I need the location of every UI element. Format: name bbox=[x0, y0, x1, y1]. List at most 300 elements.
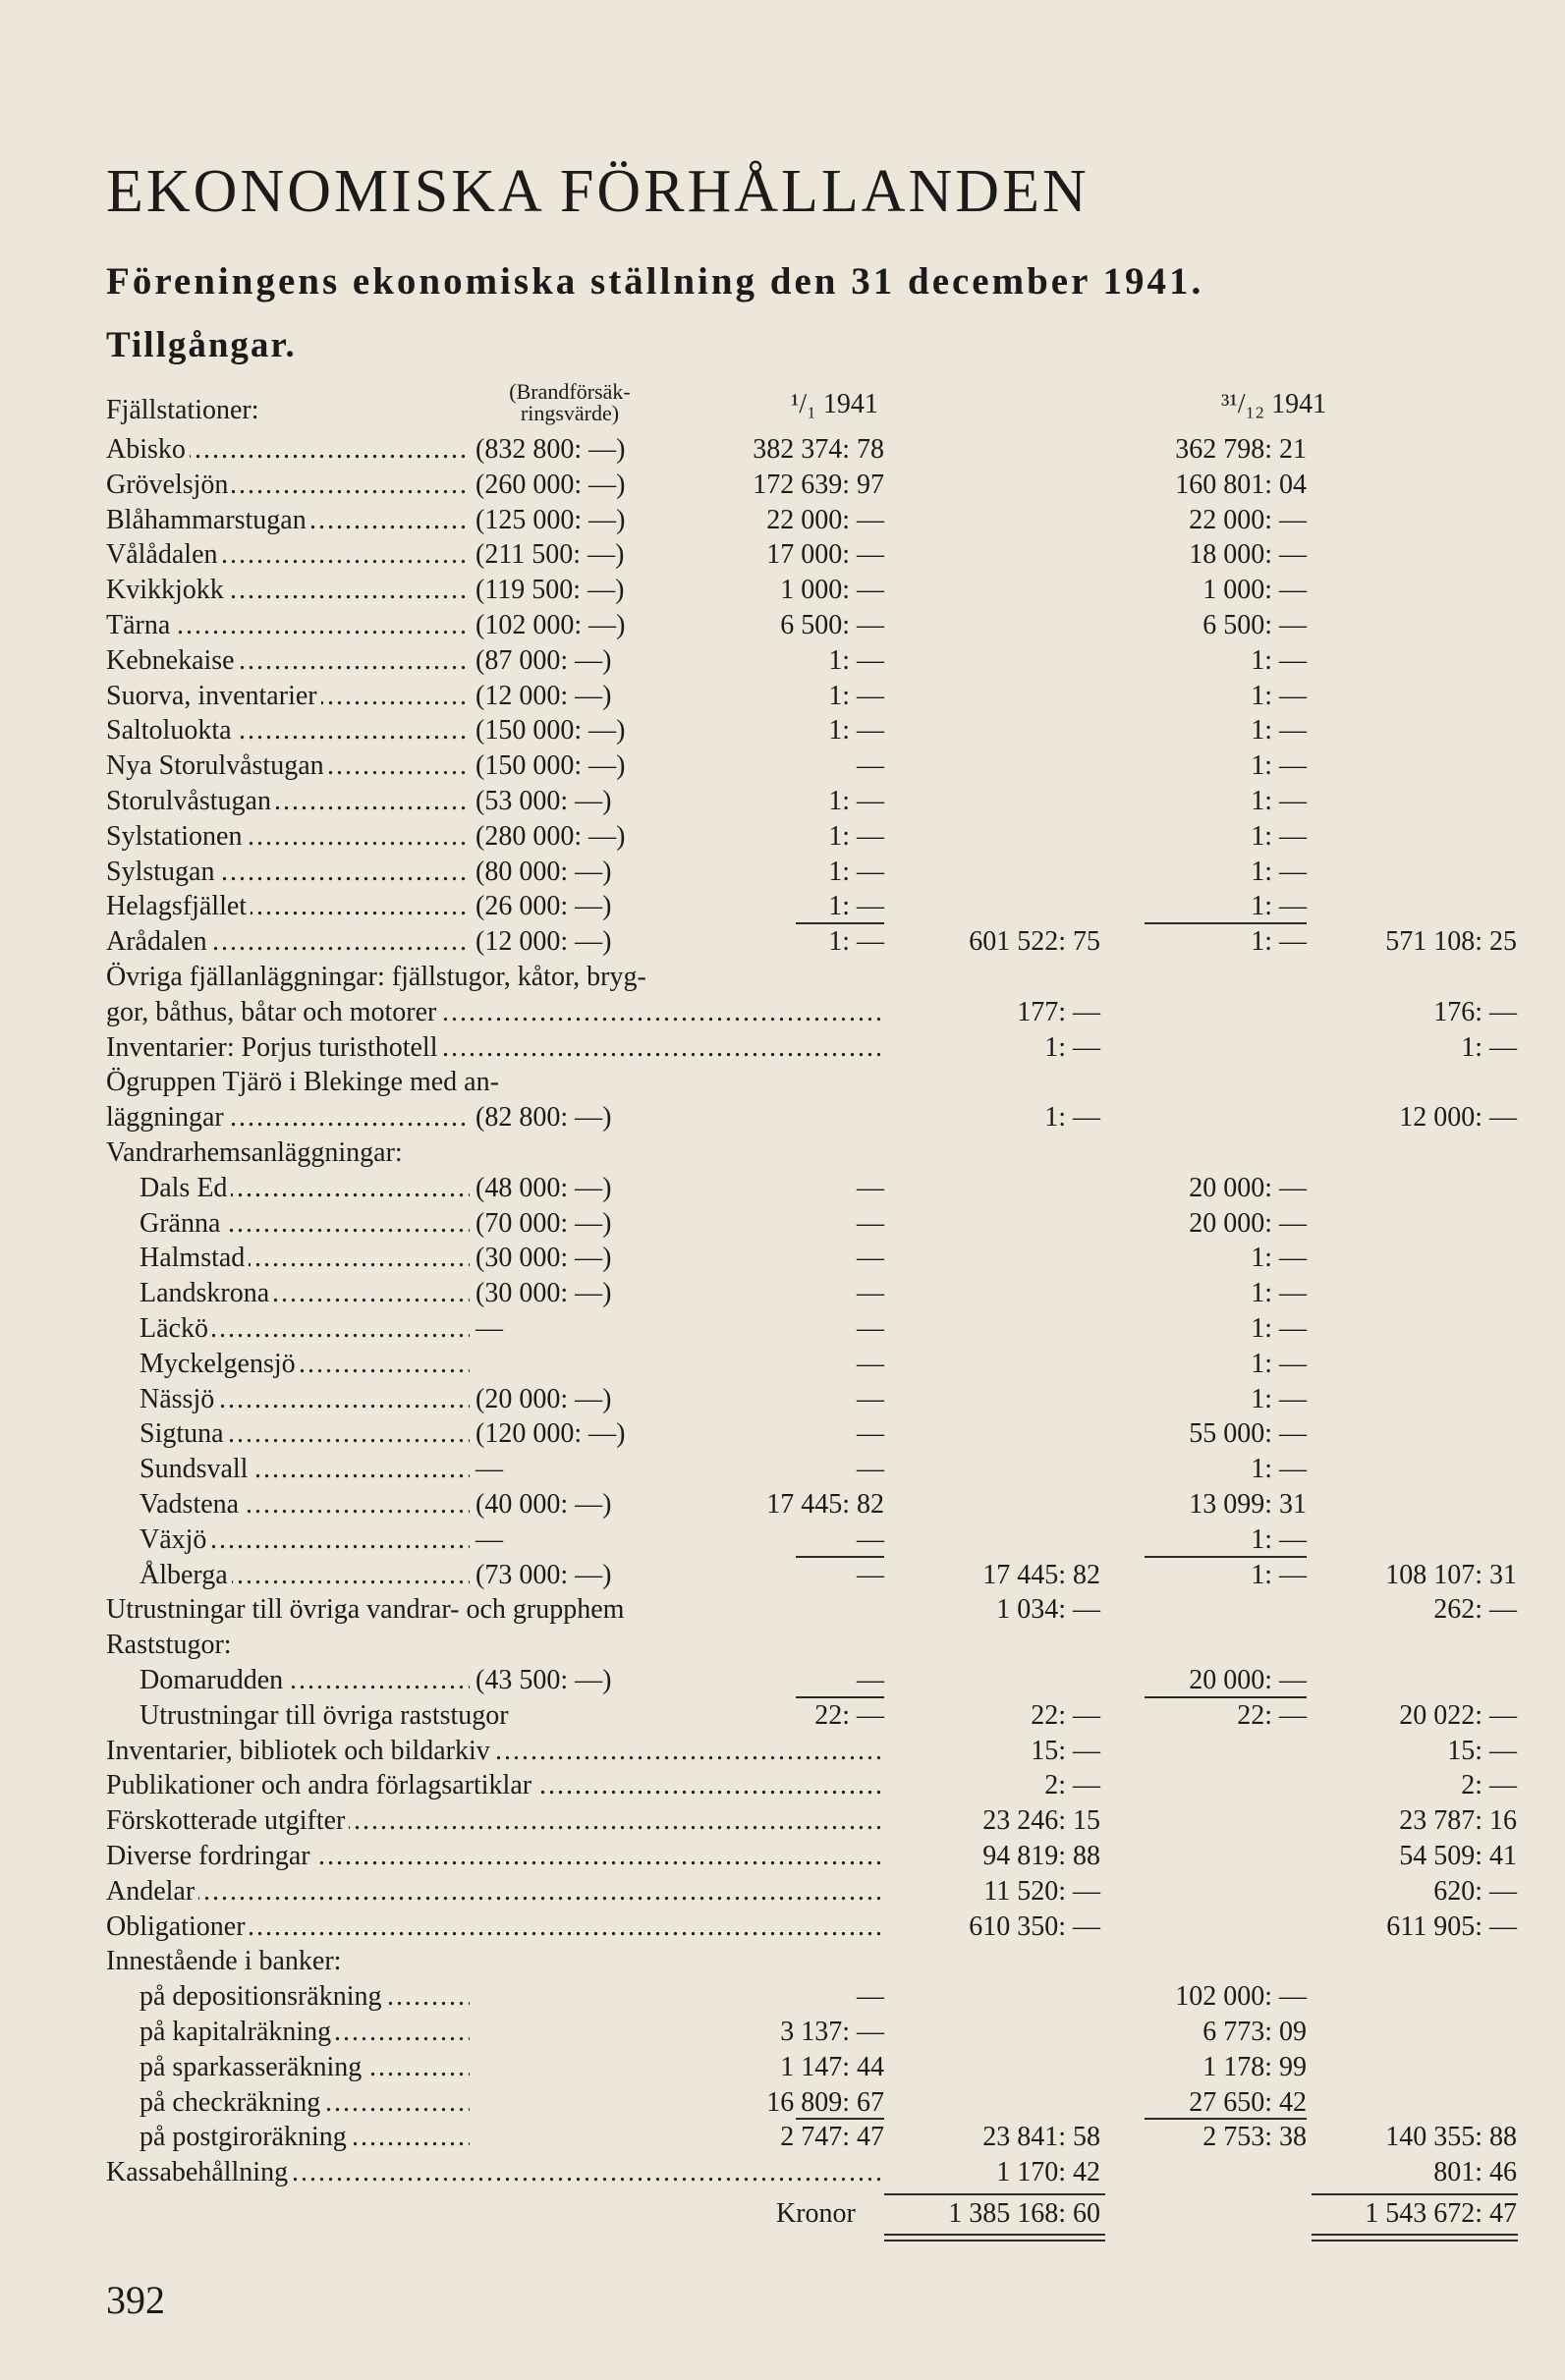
value-jan: 2 747: 47 bbox=[780, 2122, 884, 2152]
value-jan: 1: — bbox=[828, 891, 884, 921]
insured-value: (280 000: —) bbox=[475, 821, 626, 852]
table-row bbox=[0, 995, 1565, 1030]
row-label bbox=[140, 2050, 470, 2085]
total-jan: 1 385 168: 60 bbox=[948, 2198, 1100, 2229]
row-label-text: Övriga fjällanläggningar: fjällstugor, kåtor, bryg- bbox=[106, 962, 650, 992]
row-label-text: Inventarier: Porjus turisthotell bbox=[106, 1032, 442, 1063]
insured-value: (125 000: —) bbox=[475, 505, 626, 535]
table-row bbox=[0, 1839, 1565, 1874]
insured-value: (30 000: —) bbox=[475, 1278, 612, 1308]
row-label-text: Växjö bbox=[140, 1524, 210, 1555]
row-label bbox=[106, 643, 470, 679]
value-dec: 1: — bbox=[1251, 1278, 1307, 1308]
value-dec: 1: — bbox=[1251, 1313, 1307, 1344]
page-number: 392 bbox=[106, 2278, 165, 2322]
row-label-text: på checkräkning bbox=[140, 2087, 324, 2118]
value-dec: 1: — bbox=[1251, 1560, 1307, 1590]
subtotal-jan: 1 034: — bbox=[996, 1594, 1100, 1625]
table-row bbox=[0, 679, 1565, 714]
value-jan: 6 500: — bbox=[780, 610, 884, 640]
column-header-jan: ¹/₁ 1941 bbox=[791, 389, 878, 419]
value-dec: 18 000: — bbox=[1189, 539, 1307, 570]
table-row bbox=[0, 643, 1565, 679]
row-label bbox=[106, 855, 470, 890]
value-jan: — bbox=[857, 1173, 884, 1203]
table-row bbox=[0, 1874, 1565, 1910]
subtotal-dec: 12 000: — bbox=[1399, 1102, 1517, 1133]
table-row bbox=[0, 1241, 1565, 1276]
insured-value: (832 800: —) bbox=[475, 434, 626, 465]
row-label bbox=[106, 784, 470, 819]
total-bottom-rule-1 bbox=[1312, 2234, 1518, 2236]
table-row bbox=[0, 1558, 1565, 1593]
table-row bbox=[0, 608, 1565, 643]
value-dec: 1: — bbox=[1251, 786, 1307, 816]
row-label-text: Helagsfjället bbox=[106, 891, 251, 921]
subtotal-dec: 54 509: 41 bbox=[1399, 1841, 1517, 1871]
subtotal-dec: 15: — bbox=[1447, 1736, 1517, 1766]
row-label-text: Utrustningar till övriga raststugor bbox=[140, 1700, 513, 1731]
total-top-rule bbox=[1312, 2193, 1518, 2195]
insured-value: (20 000: —) bbox=[475, 1384, 612, 1414]
insured-value: (12 000: —) bbox=[475, 681, 612, 711]
insured-value: (119 500: —) bbox=[475, 575, 625, 605]
row-label bbox=[106, 924, 470, 960]
insured-value: (43 500: —) bbox=[475, 1665, 612, 1695]
row-label-text: Ålberga bbox=[140, 1560, 232, 1590]
table-row bbox=[0, 2050, 1565, 2085]
table-row bbox=[0, 432, 1565, 468]
row-label bbox=[106, 1874, 884, 1910]
subtotal-jan: 177: — bbox=[1017, 997, 1100, 1027]
subtotal-jan: 94 819: 88 bbox=[982, 1841, 1100, 1871]
subtotal-rule bbox=[1145, 1556, 1307, 1558]
row-label bbox=[106, 1065, 884, 1100]
subtotal-jan: 23 841: 58 bbox=[982, 2122, 1100, 2152]
table-row bbox=[0, 1628, 1565, 1663]
table-row bbox=[0, 1663, 1565, 1698]
subtotal-rule bbox=[796, 922, 884, 924]
value-jan: 3 137: — bbox=[780, 2017, 884, 2047]
row-label-text: Vadstena bbox=[140, 1489, 243, 1520]
row-label bbox=[106, 1100, 470, 1135]
table-row bbox=[0, 468, 1565, 503]
value-dec: 1: — bbox=[1251, 750, 1307, 781]
row-label-text: Storulvåstugan bbox=[106, 786, 275, 816]
value-jan: 1: — bbox=[828, 786, 884, 816]
row-label bbox=[140, 1487, 470, 1522]
insured-value: — bbox=[475, 1313, 503, 1344]
value-jan: — bbox=[857, 1349, 884, 1379]
value-jan: 1 000: — bbox=[780, 575, 884, 605]
row-label-text: Vandrarhemsanläggningar: bbox=[106, 1137, 407, 1168]
table-row bbox=[0, 1979, 1565, 2015]
row-label bbox=[106, 573, 470, 608]
row-label-text: Sylstugan bbox=[106, 857, 218, 887]
insured-value: (26 000: —) bbox=[475, 891, 612, 921]
subtotal-dec: 140 355: 88 bbox=[1385, 2122, 1517, 2152]
row-label-text: Tärna bbox=[106, 610, 174, 640]
value-jan: 1: — bbox=[828, 645, 884, 676]
value-dec: 362 798: 21 bbox=[1175, 434, 1307, 465]
table-row bbox=[0, 1416, 1565, 1452]
value-jan: 172 639: 97 bbox=[753, 470, 884, 500]
row-label bbox=[140, 1171, 470, 1206]
row-label bbox=[140, 2085, 470, 2121]
table-row bbox=[0, 1803, 1565, 1839]
value-dec: 22 000: — bbox=[1189, 505, 1307, 535]
table-row bbox=[0, 1347, 1565, 1382]
value-dec: 1: — bbox=[1251, 1243, 1307, 1273]
value-jan: 1: — bbox=[828, 857, 884, 887]
table-row bbox=[0, 1065, 1565, 1100]
row-label-text: Saltoluokta bbox=[106, 715, 236, 746]
section-heading: Tillgångar. bbox=[106, 325, 297, 365]
row-label bbox=[106, 889, 470, 924]
insured-value: (48 000: —) bbox=[475, 1173, 612, 1203]
row-label-text: på kapitalräkning bbox=[140, 2017, 335, 2047]
table-row bbox=[0, 1171, 1565, 1206]
row-label bbox=[140, 1347, 470, 1382]
subtotal-rule bbox=[1145, 2118, 1307, 2120]
subtotal-jan: 2: — bbox=[1044, 1770, 1100, 1800]
value-dec: 1: — bbox=[1251, 1384, 1307, 1414]
row-label bbox=[106, 1135, 884, 1171]
table-row bbox=[0, 748, 1565, 784]
stations-header: Fjällstationer: bbox=[106, 395, 259, 425]
insured-value: (53 000: —) bbox=[475, 786, 612, 816]
table-row bbox=[0, 889, 1565, 924]
table-row bbox=[0, 1768, 1565, 1803]
subtotal-jan: 23 246: 15 bbox=[982, 1805, 1100, 1836]
table-row bbox=[0, 2085, 1565, 2121]
value-jan: 17 000: — bbox=[766, 539, 884, 570]
subtotal-rule bbox=[796, 2118, 884, 2120]
table-row bbox=[0, 1030, 1565, 1066]
row-label bbox=[106, 1628, 884, 1663]
table-row bbox=[0, 1452, 1565, 1487]
row-label-text: Andelar bbox=[106, 1876, 198, 1907]
row-label-text: Ögruppen Tjärö i Blekinge med an- bbox=[106, 1067, 503, 1097]
row-label bbox=[140, 2120, 470, 2155]
value-jan: — bbox=[857, 1313, 884, 1344]
subtotal-dec: 620: — bbox=[1433, 1876, 1517, 1907]
row-label-text: Abisko bbox=[106, 434, 190, 465]
table-row bbox=[0, 1382, 1565, 1417]
value-dec: 102 000: — bbox=[1175, 1981, 1307, 2012]
value-dec: 6 500: — bbox=[1202, 610, 1307, 640]
subtotal-jan: 601 522: 75 bbox=[969, 926, 1100, 957]
value-dec: 6 773: 09 bbox=[1202, 2017, 1307, 2047]
row-label-text: Obligationer bbox=[106, 1911, 250, 1942]
value-jan: — bbox=[857, 1384, 884, 1414]
subtotal-dec: 23 787: 16 bbox=[1399, 1805, 1517, 1836]
row-label bbox=[140, 2015, 470, 2050]
insured-value: (30 000: —) bbox=[475, 1243, 612, 1273]
table-row bbox=[0, 1910, 1565, 1945]
total-bottom-rule-2 bbox=[1312, 2240, 1518, 2242]
row-label-text: Halmstad bbox=[140, 1243, 249, 1273]
row-label-text: på postgiroräkning bbox=[140, 2122, 351, 2152]
row-label bbox=[106, 1910, 884, 1945]
column-header-dec: ³¹/₁₂ 1941 bbox=[1221, 389, 1327, 419]
insured-value: (211 500: —) bbox=[475, 539, 625, 570]
subtotal-jan: 1: — bbox=[1044, 1032, 1100, 1063]
table-row bbox=[0, 1487, 1565, 1522]
row-label-text: Vålådalen bbox=[106, 539, 222, 570]
value-dec: 1 178: 99 bbox=[1202, 2052, 1307, 2082]
subtotal-jan: 15: — bbox=[1031, 1736, 1100, 1766]
row-label-text: Diverse fordringar bbox=[106, 1841, 314, 1871]
row-label bbox=[106, 503, 470, 538]
value-dec: 1: — bbox=[1251, 891, 1307, 921]
table-row bbox=[0, 573, 1565, 608]
insured-value: (70 000: —) bbox=[475, 1208, 612, 1239]
row-label-text: Publikationer och andra förlagsartiklar bbox=[106, 1770, 535, 1800]
table-row bbox=[0, 713, 1565, 748]
table-row bbox=[0, 537, 1565, 573]
insured-value: (87 000: —) bbox=[475, 645, 612, 676]
insured-value: (150 000: —) bbox=[475, 750, 626, 781]
value-jan: — bbox=[857, 1665, 884, 1695]
value-dec: 1: — bbox=[1251, 1524, 1307, 1555]
value-jan: 22: — bbox=[814, 1700, 884, 1731]
row-label bbox=[140, 1416, 470, 1452]
value-jan: — bbox=[857, 1278, 884, 1308]
row-label-text: Utrustningar till övriga vandrar- och grupphem bbox=[106, 1594, 628, 1625]
value-dec: 55 000: — bbox=[1189, 1418, 1307, 1449]
table-row bbox=[0, 2015, 1565, 2050]
page-title: EKONOMISKA FÖRHÅLLANDEN bbox=[106, 158, 1090, 225]
row-label-text: Kassabehållning bbox=[106, 2157, 292, 2187]
row-label-text: Kebnekaise bbox=[106, 645, 239, 676]
row-label-text: läggningar bbox=[106, 1102, 228, 1133]
row-label bbox=[106, 679, 470, 714]
value-dec: 20 000: — bbox=[1189, 1665, 1307, 1695]
value-dec: 1: — bbox=[1251, 1454, 1307, 1484]
value-dec: 1: — bbox=[1251, 926, 1307, 957]
row-label bbox=[140, 1979, 470, 2015]
value-jan: 1: — bbox=[828, 821, 884, 852]
subtotal-rule bbox=[1145, 1696, 1307, 1698]
row-label bbox=[106, 468, 470, 503]
subtotal-dec: 176: — bbox=[1433, 997, 1517, 1027]
row-label bbox=[106, 1592, 884, 1628]
row-label bbox=[140, 1558, 470, 1593]
total-dec: 1 543 672: 47 bbox=[1365, 2198, 1517, 2229]
subtotal-dec: 262: — bbox=[1433, 1594, 1517, 1625]
table-row bbox=[0, 1135, 1565, 1171]
row-label-text: gor, båthus, båtar och motorer bbox=[106, 997, 440, 1027]
row-label bbox=[106, 995, 884, 1030]
insurance-header bbox=[481, 381, 658, 424]
value-jan: — bbox=[857, 1243, 884, 1273]
row-label-text: på sparkasseräkning bbox=[140, 2052, 365, 2082]
insured-value: (40 000: —) bbox=[475, 1489, 612, 1520]
row-label bbox=[106, 1839, 884, 1874]
row-label-text: Sigtuna bbox=[140, 1418, 228, 1449]
subtotal-rule bbox=[796, 1556, 884, 1558]
value-jan: — bbox=[857, 1208, 884, 1239]
row-label-text: Grövelsjön bbox=[106, 470, 232, 500]
row-label-text: Dals Ed bbox=[140, 1173, 231, 1203]
row-label bbox=[140, 1698, 509, 1734]
insured-value: — bbox=[475, 1524, 503, 1555]
row-label bbox=[106, 960, 884, 995]
subtotal-dec: 20 022: — bbox=[1399, 1700, 1517, 1731]
value-dec: 1 000: — bbox=[1202, 575, 1307, 605]
insured-value: (260 000: —) bbox=[475, 470, 626, 500]
row-label bbox=[106, 432, 470, 468]
row-label-text: på depositionsräkning bbox=[140, 1981, 386, 2012]
row-label bbox=[140, 1382, 470, 1417]
value-dec: 2 753: 38 bbox=[1202, 2122, 1307, 2152]
subtotal-dec: 108 107: 31 bbox=[1385, 1560, 1517, 1590]
subtotal-rule bbox=[1145, 922, 1307, 924]
table-row bbox=[0, 1592, 1565, 1628]
value-jan: — bbox=[857, 1454, 884, 1484]
row-label-text: Läckö bbox=[140, 1313, 212, 1344]
value-jan: — bbox=[857, 1524, 884, 1555]
value-dec: 20 000: — bbox=[1189, 1173, 1307, 1203]
table-row bbox=[0, 924, 1565, 960]
value-dec: 1: — bbox=[1251, 821, 1307, 852]
subtotal-dec: 801: 46 bbox=[1433, 2157, 1517, 2187]
subtotal-jan: 610 350: — bbox=[969, 1911, 1100, 1942]
row-label-text: Suorva, inventarier bbox=[106, 681, 321, 711]
row-label bbox=[140, 1206, 470, 1242]
row-label bbox=[140, 1241, 470, 1276]
insured-value: (73 000: —) bbox=[475, 1560, 612, 1590]
row-label bbox=[106, 748, 470, 784]
table-row bbox=[0, 1276, 1565, 1311]
value-jan: 1: — bbox=[828, 926, 884, 957]
insured-value: (80 000: —) bbox=[475, 857, 612, 887]
value-dec: 27 650: 42 bbox=[1189, 2087, 1307, 2118]
insured-value: (120 000: —) bbox=[475, 1418, 626, 1449]
insured-value: (102 000: —) bbox=[475, 610, 626, 640]
subtotal-rule bbox=[796, 1696, 884, 1698]
row-label-text: Gränna bbox=[140, 1208, 224, 1239]
insurance-header-line1: (Brandförsäk- bbox=[509, 379, 631, 404]
subtotal-dec: 1: — bbox=[1461, 1032, 1517, 1063]
value-dec: 1: — bbox=[1251, 715, 1307, 746]
total-bottom-rule-1 bbox=[884, 2234, 1105, 2236]
row-label bbox=[106, 1944, 884, 1979]
table-row bbox=[0, 1734, 1565, 1769]
total-bottom-rule-2 bbox=[884, 2240, 1105, 2242]
value-jan: 17 445: 82 bbox=[766, 1489, 884, 1520]
table-row bbox=[0, 784, 1565, 819]
table-row bbox=[0, 819, 1565, 855]
row-label bbox=[106, 1768, 884, 1803]
row-label bbox=[106, 713, 470, 748]
value-jan: 1: — bbox=[828, 715, 884, 746]
subtotal-jan: 1 170: 42 bbox=[996, 2157, 1100, 2187]
value-jan: — bbox=[857, 750, 884, 781]
table-row bbox=[0, 503, 1565, 538]
subtotal-dec: 571 108: 25 bbox=[1385, 926, 1517, 957]
row-label bbox=[106, 1030, 884, 1066]
value-jan: 16 809: 67 bbox=[766, 2087, 884, 2118]
value-jan: 22 000: — bbox=[766, 505, 884, 535]
table-row bbox=[0, 1206, 1565, 1242]
value-dec: 22: — bbox=[1237, 1700, 1307, 1731]
table-row bbox=[0, 960, 1565, 995]
row-label-text: Domarudden bbox=[140, 1665, 287, 1695]
row-label-text: Sundsvall bbox=[140, 1454, 252, 1484]
insured-value: (82 800: —) bbox=[475, 1102, 612, 1133]
insured-value: — bbox=[475, 1454, 503, 1484]
row-label bbox=[140, 1311, 470, 1347]
subtotal-dec: 2: — bbox=[1461, 1770, 1517, 1800]
insurance-header-line2: ringsvärde) bbox=[520, 401, 620, 425]
subtotal-jan: 22: — bbox=[1031, 1700, 1100, 1731]
value-dec: 1: — bbox=[1251, 1349, 1307, 1379]
value-dec: 1: — bbox=[1251, 857, 1307, 887]
row-label-text: Sylstationen bbox=[106, 821, 246, 852]
row-label bbox=[106, 1803, 884, 1839]
value-jan: — bbox=[857, 1560, 884, 1590]
table-row bbox=[0, 2120, 1565, 2155]
row-label bbox=[106, 1734, 884, 1769]
row-label-text: Kvikkjokk bbox=[106, 575, 228, 605]
table-row bbox=[0, 1522, 1565, 1558]
value-jan: 1: — bbox=[828, 681, 884, 711]
row-label bbox=[140, 1522, 470, 1558]
row-label-text: Landskrona bbox=[140, 1278, 273, 1308]
value-dec: 160 801: 04 bbox=[1175, 470, 1307, 500]
row-label bbox=[140, 1452, 470, 1487]
row-label bbox=[106, 2155, 884, 2190]
table-row bbox=[0, 2155, 1565, 2190]
table-row bbox=[0, 1698, 1565, 1734]
value-jan: — bbox=[857, 1418, 884, 1449]
totals-label: Kronor bbox=[776, 2198, 856, 2229]
value-jan: 1 147: 44 bbox=[780, 2052, 884, 2082]
table-row bbox=[0, 855, 1565, 890]
subtotal-jan: 11 520: — bbox=[983, 1876, 1100, 1907]
row-label-text: Blåhammarstugan bbox=[106, 505, 310, 535]
total-top-rule bbox=[884, 2193, 1105, 2195]
row-label bbox=[106, 537, 470, 573]
row-label-text: Förskotterade utgifter bbox=[106, 1805, 349, 1836]
row-label-text: Nässjö bbox=[140, 1384, 218, 1414]
value-dec: 13 099: 31 bbox=[1189, 1489, 1307, 1520]
row-label bbox=[106, 608, 470, 643]
row-label-text: Nya Storulvåstugan bbox=[106, 750, 328, 781]
row-label-text: Innestående i banker: bbox=[106, 1946, 345, 1976]
subtotal-jan: 17 445: 82 bbox=[982, 1560, 1100, 1590]
value-dec: 1: — bbox=[1251, 681, 1307, 711]
row-label-text: Myckelgensjö bbox=[140, 1349, 300, 1379]
value-jan: 382 374: 78 bbox=[753, 434, 884, 465]
row-label-text: Raststugor: bbox=[106, 1630, 236, 1660]
row-label-text: Arådalen bbox=[106, 926, 211, 957]
totals-row bbox=[0, 2196, 1565, 2232]
table-row bbox=[0, 1944, 1565, 1979]
value-jan: — bbox=[857, 1981, 884, 2012]
insured-value: (12 000: —) bbox=[475, 926, 612, 957]
subtotal-jan: 1: — bbox=[1044, 1102, 1100, 1133]
row-label bbox=[140, 1276, 470, 1311]
row-label bbox=[140, 1663, 470, 1698]
row-label bbox=[106, 819, 470, 855]
value-dec: 20 000: — bbox=[1189, 1208, 1307, 1239]
value-dec: 1: — bbox=[1251, 645, 1307, 676]
insured-value: (150 000: —) bbox=[475, 715, 626, 746]
table-row bbox=[0, 1100, 1565, 1135]
